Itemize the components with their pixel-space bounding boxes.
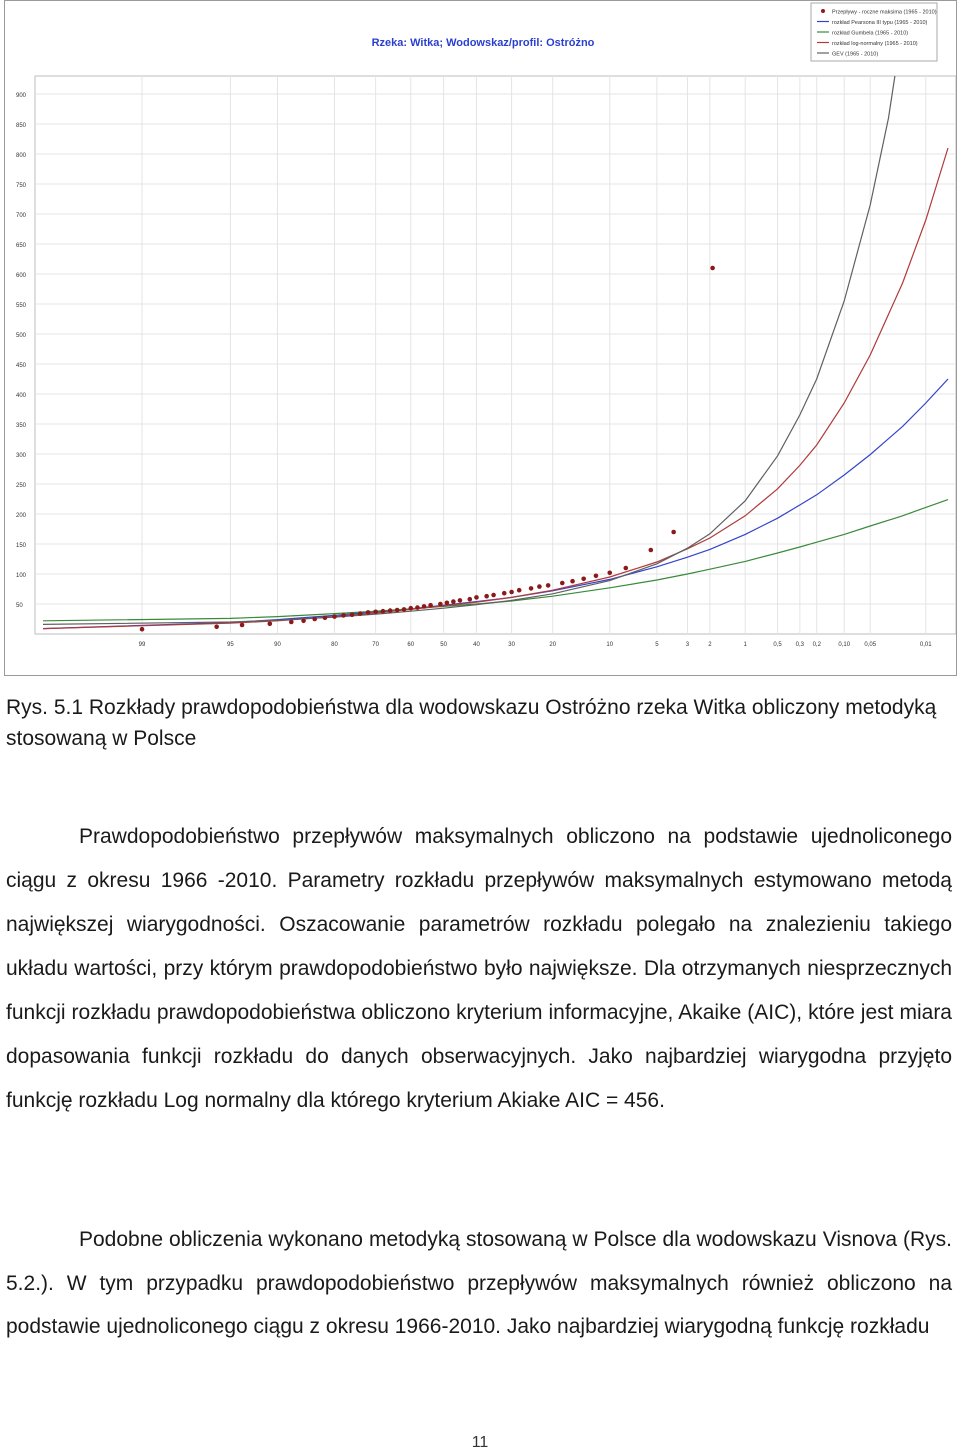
data-point [546,583,551,588]
x-tick-label: 3 [685,642,690,648]
x-tick-label: 0,3 [795,642,805,648]
paragraph: Podobne obliczenia wykonano metodyką stosowaną w Polsce dla wodowskazu Visnova (Rys. 5.2.). W tym przypadku prawdopodobieństwo przepływów maksymalnych również obliczono na podstawie ujednoliconego ciągu z okresu 1966-2010. Jako najbardziej wiarygodną funkcję rozkładu [6,1228,952,1338]
data-point [649,548,654,553]
x-tick-label: 10 [606,642,614,648]
page-number: 11 [471,1434,489,1451]
data-point [408,606,413,611]
y-tick-label: 700 [16,213,27,219]
data-point [458,598,463,603]
x-tick-label: 1 [743,642,747,648]
x-tick-label: 80 [331,642,338,648]
probability-chart [5,1,956,675]
legend [811,3,937,61]
data-point [312,617,317,622]
figure [4,0,957,676]
data-point [358,611,363,616]
data-point [710,266,715,271]
x-tick-label: 20 [549,642,557,648]
data-point [422,604,427,609]
y-tick-label: 750 [16,183,27,189]
data-point [491,593,496,598]
data-point [268,622,273,627]
legend-swatch [821,9,825,13]
data-point [438,602,443,607]
x-tick-label: 95 [227,642,234,648]
data-point [529,586,534,591]
x-tick-label: 0,5 [773,642,782,648]
x-tick-label: 0,05 [864,642,877,648]
data-point [140,627,145,632]
legend-label: rozkład log-normalny (1965 - 2010) [832,41,918,47]
data-point [467,597,472,602]
data-point [395,608,400,613]
paragraph: Prawdopodobieństwo przepływów maksymalnych obliczono na podstawie ujednoliconego ciągu z okresu 1966 -2010. Parametry rozkładu przepływów maksymalnych estymowano metodą największej wiarygodności. Oszacowanie parametrów rozkładu polegało na znalezieniu takiego układu wartości, przy którym prawdopodobieństwo było największe. Dla otrzymanych niesprzecznych funkcji rozkładu prawdopodobieństwa obliczono kryterium informacyjne, Akaike (AIC), które jest miara dopasowania funkcji rozkładu do danych obserwacyjnych. Jako najbardziej wiarygodna przyjęto funkcję rozkładu Log normalny dla którego kryterium Akiake AIC = 456. [6,825,952,1112]
data-point [415,605,420,610]
legend-label: Przepływy - roczne maksima (1965 - 2010) [832,9,937,16]
data-point [445,601,450,606]
y-tick-label: 50 [16,603,23,609]
y-tick-label: 550 [16,303,27,309]
data-point [560,581,565,586]
x-tick-label: 40 [473,642,480,648]
x-tick-label: 2 [708,642,712,648]
y-tick-label: 400 [16,393,27,399]
data-point [402,607,407,612]
x-tick-label: 0,10 [838,642,851,648]
y-tick-label: 250 [16,483,27,489]
y-tick-label: 200 [16,513,27,519]
data-point [373,610,378,615]
x-tick-label: 30 [508,642,515,648]
data-point [484,594,489,599]
y-tick-label: 350 [16,423,27,429]
data-point [240,623,245,628]
y-tick-label: 100 [16,573,27,579]
data-point [366,610,371,615]
data-point [607,571,612,576]
x-tick-label: 0,2 [812,642,821,648]
data-point [428,603,433,608]
data-point [474,595,479,600]
chart-title: Rzeka: Witka; Wodowskaz/profil: Ostróżno [371,37,595,49]
y-tick-label: 150 [16,543,27,549]
data-point [451,599,456,604]
legend-label: rozkład Pearsona III typu (1965 - 2010) [832,20,928,26]
data-point [502,591,507,596]
data-point [594,574,599,579]
y-tick-label: 800 [16,153,27,159]
data-point [289,620,294,625]
data-point [214,625,219,630]
data-point [581,577,586,582]
x-tick-label: 60 [407,642,415,648]
data-point [623,566,628,571]
x-tick-label: 70 [372,642,379,648]
data-point [301,619,306,624]
data-point [323,616,328,621]
data-point [332,614,337,619]
data-point [517,588,522,593]
data-point [570,579,575,584]
plot-area [35,76,956,634]
data-point [537,584,542,589]
x-tick-label: 50 [440,642,447,648]
legend-label: GEV (1965 - 2010) [832,51,879,58]
x-tick-label: 99 [138,642,146,648]
x-tick-label: 0,01 [919,642,932,648]
y-tick-label: 450 [16,363,27,369]
x-tick-label: 5 [655,642,659,648]
figure-caption: Rys. 5.1 Rozkłady prawdopodobieństwa dla wodowskazu Ostróżno rzeka Witka obliczony metodyką stosowaną w Polsce [6,696,937,750]
data-point [509,590,514,595]
data-point [671,530,676,535]
y-tick-label: 500 [16,333,27,339]
x-tick-label: 90 [274,642,281,648]
data-point [388,608,393,613]
data-point [341,613,346,618]
data-point [381,609,386,614]
y-tick-label: 300 [16,453,27,459]
data-point [350,613,355,618]
y-tick-label: 900 [16,93,27,99]
y-tick-label: 650 [16,243,27,249]
legend-label: rozkład Gumbela (1965 - 2010) [832,30,909,37]
y-tick-label: 850 [16,123,27,129]
y-tick-label: 600 [16,273,27,279]
